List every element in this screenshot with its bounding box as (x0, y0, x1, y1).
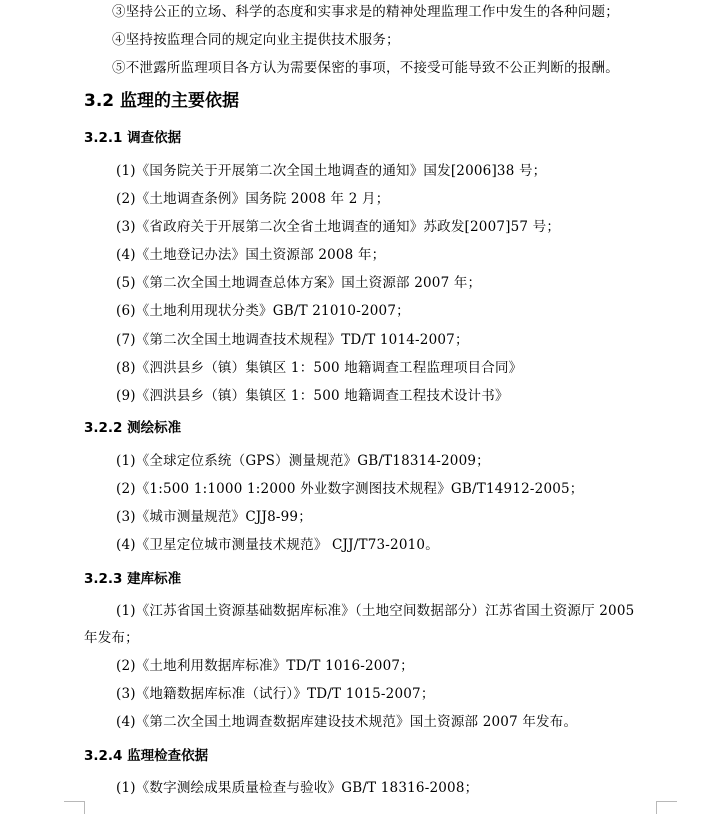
subsection-heading-3-2-3: 3.2.3 建库标准 (84, 571, 182, 587)
subsection-heading-3-2-1: 3.2.1 调查依据 (84, 130, 182, 146)
list-item: (2)《土地调查条例》国务院 2008 年 2 月； (116, 191, 390, 207)
list-item: (5)《第二次全国土地调查总体方案》国土资源部 2007 年； (116, 275, 482, 291)
principle-item-3: ③坚持公正的立场、科学的态度和实事求是的精神处理监理工作中发生的各种问题； (112, 4, 619, 20)
subsection-heading-3-2-4: 3.2.4 监理检查依据 (84, 748, 209, 764)
list-item: (9)《泗洪县乡（镇）集镇区 1：500 地籍调查工程技术设计书》 (116, 388, 509, 404)
list-item: (7)《第二次全国土地调查技术规程》TD/T 1014-2007； (116, 332, 469, 348)
list-item: (2)《1:500 1:1000 1:2000 外业数字测图技术规程》GB/T14912-2005； (116, 481, 584, 497)
list-item: (1)《江苏省国土资源基础数据库标准》（土地空间数据部分）江苏省国土资源厅 2005 (116, 603, 635, 619)
list-item: (1)《全球定位系统（GPS）测量规范》GB/T18314-2009； (116, 453, 490, 469)
margin-crop-mark-left (64, 801, 85, 814)
list-item: (1)《数字测绘成果质量检查与验收》GB/T 18316-2008； (116, 780, 479, 796)
list-item: (3)《省政府关于开展第二次全省土地调查的通知》苏政发[2007]57 号； (116, 219, 561, 235)
principle-item-5: ⑤不泄露所监理项目各方认为需要保密的事项，不接受可能导致不公正判断的报酬。 (112, 60, 619, 76)
principle-item-4: ④坚持按监理合同的规定向业主提供技术服务； (112, 32, 400, 48)
list-item: (3)《地籍数据库标准（试行）》TD/T 1015-2007； (116, 686, 435, 702)
list-item: (4)《卫星定位城市测量技术规范》 CJJ/T73-2010。 (116, 537, 439, 553)
list-item: (4)《土地登记办法》国土资源部 2008 年； (116, 247, 386, 263)
list-item: (6)《土地利用现状分类》GB/T 21010-2007； (116, 303, 410, 319)
list-item-continuation: 年发布； (84, 630, 139, 646)
margin-crop-mark-right (656, 801, 677, 814)
list-item: (1)《国务院关于开展第二次全国土地调查的通知》国发[2006]38 号； (116, 163, 547, 179)
list-item: (3)《城市测量规范》CJJ8-99； (116, 509, 312, 525)
subsection-heading-3-2-2: 3.2.2 测绘标准 (84, 420, 182, 436)
list-item: (2)《土地利用数据库标准》TD/T 1016-2007； (116, 658, 414, 674)
section-heading-3-2: 3.2 监理的主要依据 (84, 91, 240, 111)
list-item: (8)《泗洪县乡（镇）集镇区 1：500 地籍调查工程监理项目合同》 (116, 360, 523, 376)
list-item: (4)《第二次全国土地调查数据库建设技术规范》国土资源部 2007 年发布。 (116, 714, 578, 730)
